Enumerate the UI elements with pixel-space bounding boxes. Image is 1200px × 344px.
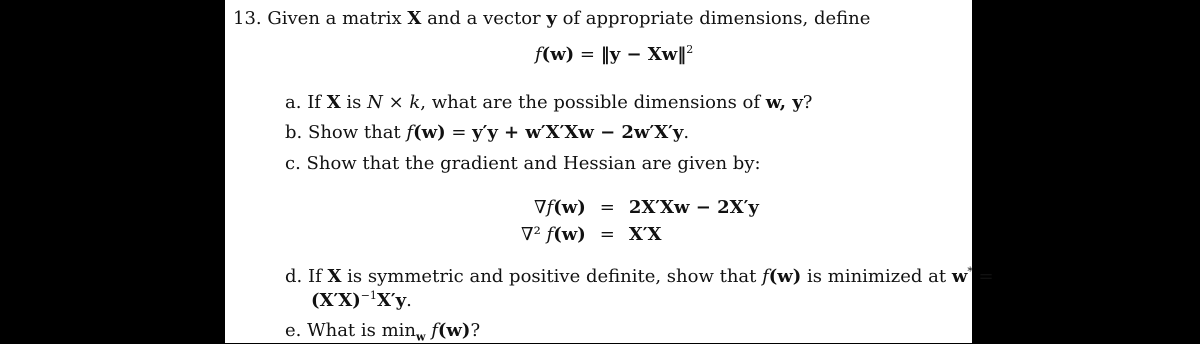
part-label: b.	[285, 122, 303, 143]
document-page	[225, 0, 994, 344]
gradient-lhs	[513, 194, 594, 221]
problem-intro	[233, 8, 870, 29]
nabla-symbol: ∇	[533, 197, 547, 218]
part-a	[285, 92, 812, 113]
function-symbol: f	[546, 197, 554, 218]
vector-symbols: w, y	[765, 92, 803, 113]
part-d-continuation	[311, 290, 412, 311]
function-symbol: f	[535, 44, 542, 65]
vector-symbol: y	[546, 8, 557, 29]
gradient-rhs: 2X′Xw − 2X′y	[628, 197, 759, 218]
equals-sign: =	[574, 44, 601, 65]
dimensions-expression: N × k	[367, 92, 421, 113]
part-text: What is min	[307, 320, 417, 341]
function-symbol: f	[425, 320, 438, 341]
period: .	[406, 290, 412, 311]
part-c	[285, 153, 761, 174]
function-argument: (w)	[553, 224, 586, 245]
hessian-row	[513, 221, 767, 248]
part-text: , what are the possible dimensions of	[420, 92, 766, 113]
exponent: 2	[686, 43, 694, 56]
nabla-squared-symbol: ∇²	[521, 224, 547, 245]
part-text: is minimized at	[801, 266, 952, 287]
function-symbol: f	[406, 122, 414, 143]
period: .	[683, 122, 690, 143]
function-argument: (w)	[413, 122, 446, 143]
function-symbol: f	[762, 266, 769, 287]
function-argument: (w)	[553, 197, 586, 218]
equals-sign: =	[972, 266, 994, 287]
part-label: a.	[285, 92, 302, 113]
gradient-hessian-equations	[513, 194, 767, 248]
part-text: Show that	[307, 122, 407, 143]
expansion-expression: y′y + w′X′Xw − 2w′X′y	[472, 122, 684, 143]
gradient-row	[513, 194, 767, 221]
function-argument: (w)	[437, 320, 471, 341]
part-label: d.	[285, 266, 303, 287]
problem-number: 13.	[233, 8, 262, 29]
part-text: ?	[802, 92, 813, 113]
matrix-symbol: X	[407, 8, 422, 29]
intro-text: and a vector	[421, 8, 547, 29]
matrix-symbol: X	[327, 266, 342, 287]
part-text: is	[340, 92, 368, 113]
intro-text: Given a matrix	[267, 8, 408, 29]
question-mark: ?	[470, 320, 481, 341]
equals-sign: =	[599, 197, 615, 218]
definition-equation	[535, 44, 693, 65]
part-e	[285, 320, 481, 344]
equals-sign: =	[445, 122, 473, 143]
norm-expression: ‖y − Xw‖	[600, 44, 687, 65]
star-superscript: *	[967, 265, 973, 278]
function-symbol: f	[546, 224, 554, 245]
part-text: If	[307, 92, 327, 113]
min-subscript: w	[416, 330, 426, 344]
inverse-exponent: −1	[360, 289, 377, 302]
part-text: If	[307, 266, 328, 287]
hessian-lhs	[513, 221, 594, 248]
part-text: is symmetric and positive definite, show that	[341, 266, 763, 287]
projection-term: X′y	[376, 290, 407, 311]
hessian-rhs: X′X	[628, 224, 662, 245]
part-text: Show that the gradient and Hessian are given by:	[306, 153, 761, 174]
minimizer-symbol: w	[951, 266, 968, 287]
gram-matrix: (X′X)	[311, 290, 361, 311]
matrix-symbol: X	[326, 92, 341, 113]
equals-sign: =	[599, 224, 615, 245]
function-argument: (w)	[768, 266, 802, 287]
part-b	[285, 122, 689, 143]
part-d	[285, 266, 994, 287]
intro-text: of appropriate dimensions, define	[556, 8, 871, 29]
part-label: e.	[285, 320, 302, 341]
function-argument: (w)	[541, 44, 575, 65]
part-label: c.	[285, 153, 301, 174]
